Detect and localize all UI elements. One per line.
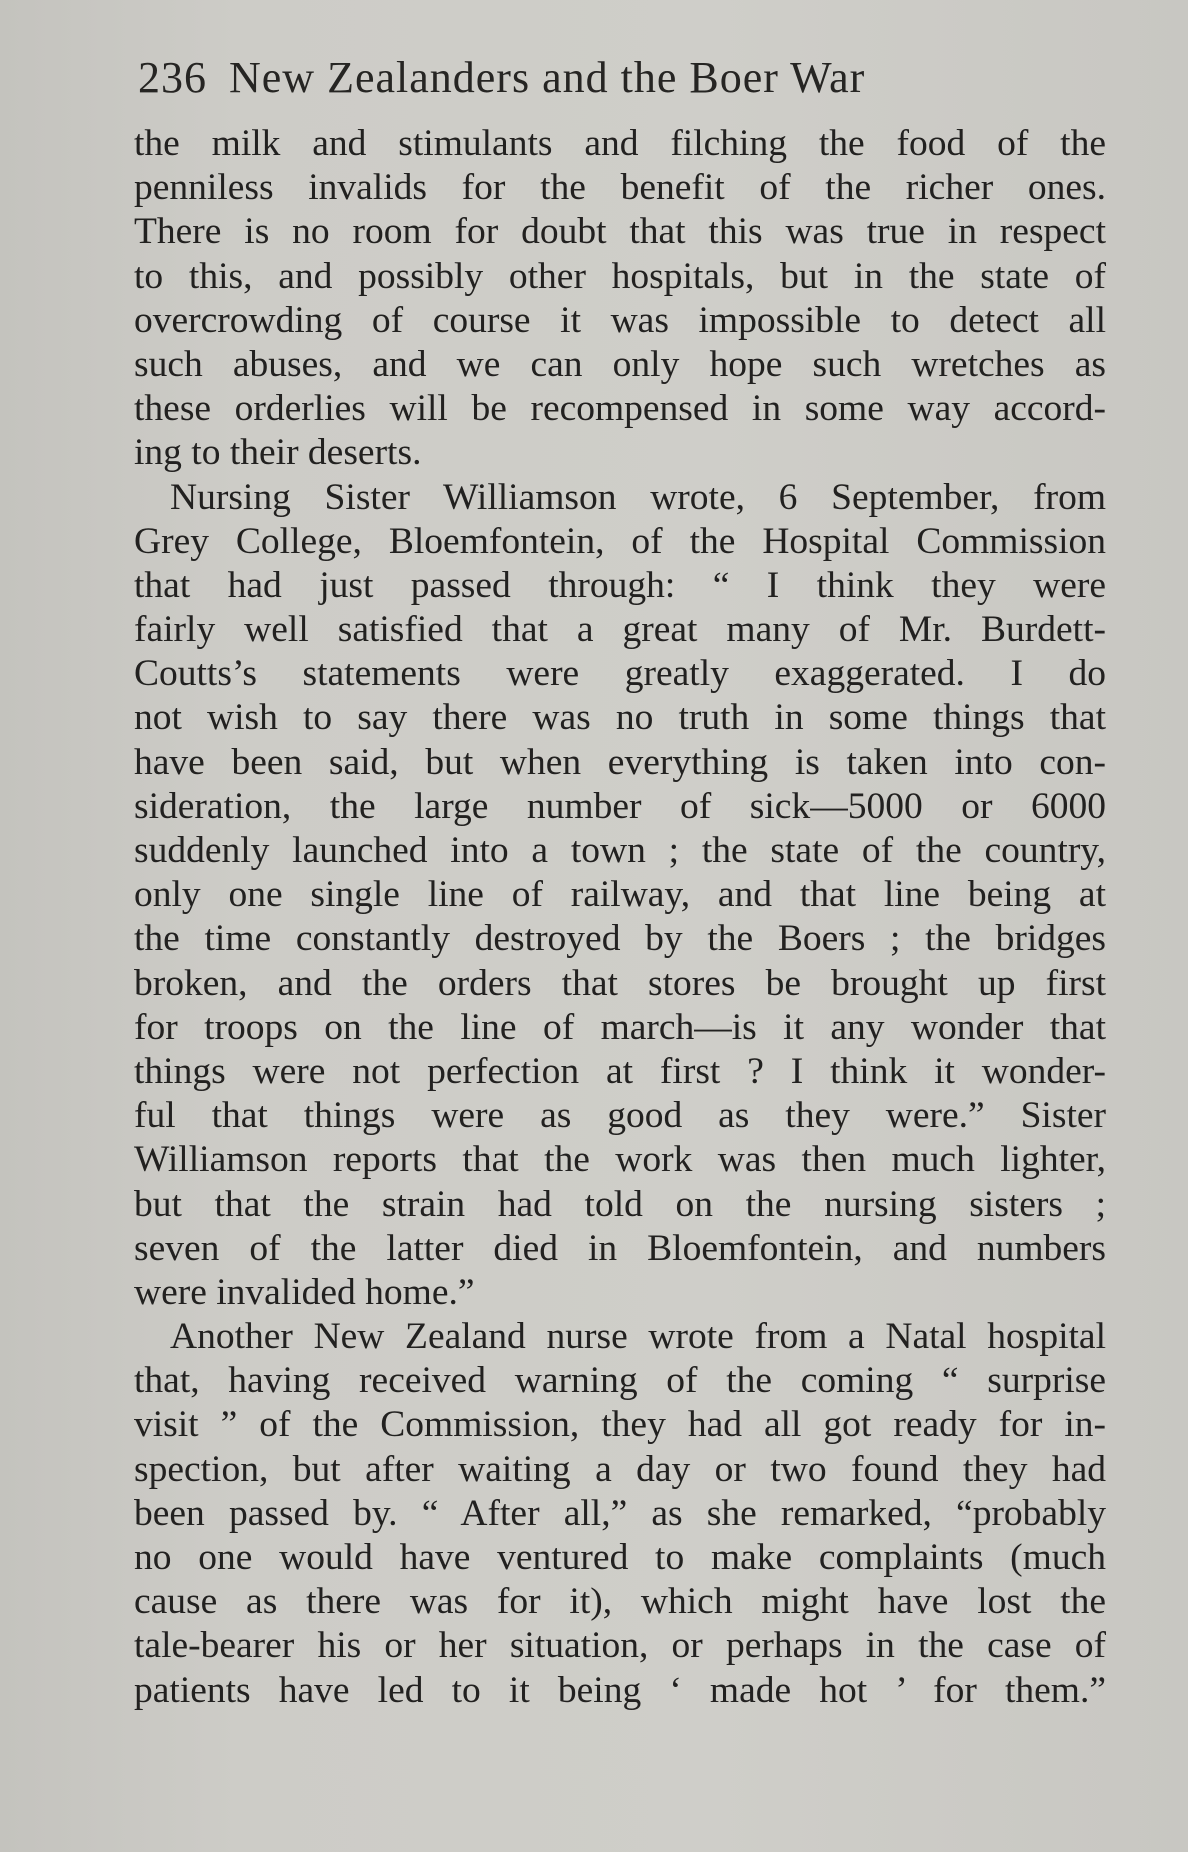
text-line: overcrowding of course it was impossible to detect all [134,299,1106,341]
text-line: things were not perfection at first ? I think it wonder- [134,1050,1106,1092]
paragraph-3 [134,1315,1106,1713]
text-line: ful that things were as good as they were.” Sister [134,1095,1106,1137]
text-line: but that the strain had told on the nursing sisters ; [134,1183,1106,1225]
text-line: Another New Zealand nurse wrote from a Natal hospital [170,1316,1106,1358]
text-line: suddenly launched into a town ; the state of the country, [134,830,1106,871]
text-line: such abuses, and we can only hope such wretches as [134,343,1106,385]
text-line: cause as there was for it), which might have lost the [134,1581,1106,1623]
text-line: only one single line of railway, and that line being at [134,874,1106,916]
paragraph-2 [134,476,1106,1316]
text-line: these orderlies will be recompensed in some way accord- [134,388,1106,430]
running-title: New Zealanders and the Boer War [229,53,866,102]
text-line: that had just passed through: “ I think they were [134,564,1106,606]
text-line: patients have led to it being ‘ made hot ’ for them.” [134,1669,1106,1711]
text-line: Grey College, Bloemfontein, of the Hospital Commission [134,520,1106,562]
text-line: penniless invalids for the benefit of the richer ones. [134,167,1106,209]
text-line: sideration, the large number of sick—5000 or 6000 [134,785,1106,827]
text-line: Coutts’s statements were greatly exaggerated. I do [134,653,1106,695]
text-line: been passed by. “ After all,” as she remarked, “probably [134,1492,1106,1534]
text-line: for troops on the line of march—is it any wonder that [134,1006,1106,1048]
text-line: the time constantly destroyed by the Boers ; the bridges [134,918,1106,960]
text-line: There is no room for doubt that this was true in respect [134,211,1106,253]
text-line: that, having received warning of the coming “ surprise [134,1360,1106,1402]
text-line: the milk and stimulants and filching the food of the [134,123,1106,164]
page-number: 236 [138,53,207,102]
text-line: were invalided home.” [134,1271,475,1313]
text-line: visit ” of the Commission, they had all got ready for in- [134,1404,1106,1446]
text-line: Nursing Sister Williamson wrote, 6 September, from [170,476,1106,518]
text-line: ing to their deserts. [134,432,422,474]
text-line: fairly well satisfied that a great many of Mr. Burdett- [134,609,1106,651]
text-line: broken, and the orders that stores be brought up first [134,962,1106,1004]
text-line: no one would have ventured to make complaints (much [134,1537,1106,1578]
text-line: tale-bearer his or her situation, or perhaps in the case of [134,1625,1106,1667]
text-line: not wish to say there was no truth in some things that [134,697,1106,739]
text-line: seven of the latter died in Bloemfontein, and numbers [134,1227,1106,1269]
text-line: Williamson reports that the work was then much lighter, [134,1139,1106,1181]
paragraph-1 [134,122,1106,476]
text-line: spection, but after waiting a day or two found they had [134,1448,1106,1490]
body-text [134,122,1106,1713]
page-header [138,50,1050,106]
text-line: have been said, but when everything is taken into con- [134,741,1106,783]
text-line: to this, and possibly other hospitals, but in the state of [134,255,1106,297]
